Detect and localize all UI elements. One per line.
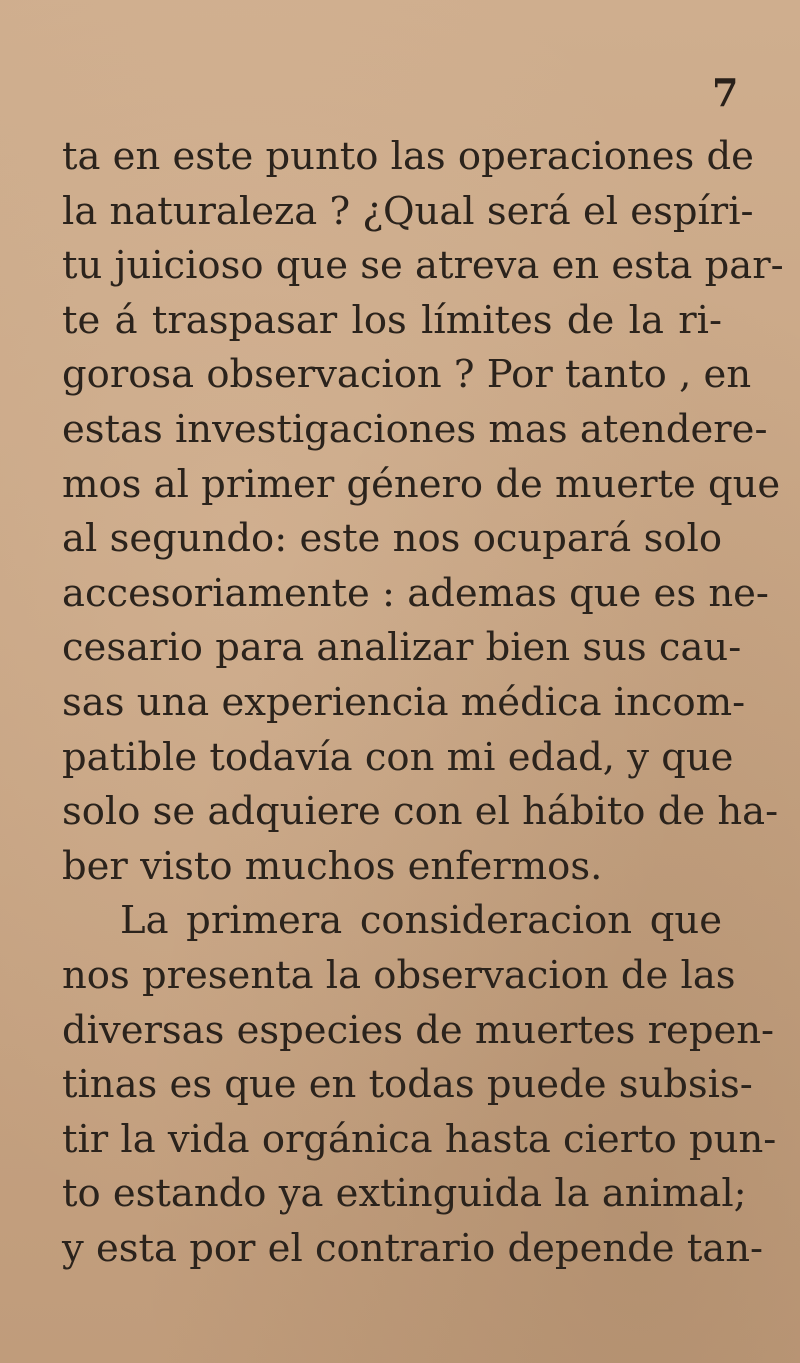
text-line: patible todavía con mi edad, y que bbox=[62, 734, 734, 780]
text-line: solo se adquiere con el hábito de ha- bbox=[62, 789, 779, 835]
text-line: gorosa observacion ? Por tanto , en bbox=[62, 352, 752, 398]
text-line: tir la vida orgánica hasta cierto pun- bbox=[62, 1116, 777, 1162]
text-line: to estando ya extinguida la animal; bbox=[62, 1171, 747, 1217]
text-line-paragraph-end: ber visto muchos enfermos. bbox=[62, 843, 603, 889]
text-line: nos presenta la observacion de las bbox=[62, 952, 736, 998]
text-line-paragraph-start: La primera consideracion que bbox=[120, 898, 722, 944]
body-text bbox=[62, 130, 784, 1276]
text-line: tinas es que en todas puede subsis- bbox=[62, 1062, 753, 1108]
text-line: diversas especies de muertes repen- bbox=[62, 1007, 775, 1053]
text-line: sas una experiencia médica incom- bbox=[62, 679, 746, 725]
text-line: y esta por el contrario depende tan- bbox=[62, 1225, 764, 1271]
text-line: la naturaleza ? ¿Qual será el espíri- bbox=[62, 188, 754, 234]
page-number: 7 bbox=[712, 70, 739, 115]
text-line: cesario para analizar bien sus cau- bbox=[62, 625, 742, 671]
text-line: accesoriamente : ademas que es ne- bbox=[62, 570, 769, 616]
text-line: mos al primer género de muerte que bbox=[62, 461, 781, 507]
text-line: estas investigaciones mas atendere- bbox=[62, 406, 768, 452]
text-line: al segundo: este nos ocupará solo bbox=[62, 516, 722, 562]
text-line: te á traspasar los límites de la ri- bbox=[62, 297, 722, 343]
text-line: ta en este punto las operaciones de bbox=[62, 134, 754, 179]
text-line: tu juicioso que se atreva en esta par- bbox=[62, 243, 784, 289]
